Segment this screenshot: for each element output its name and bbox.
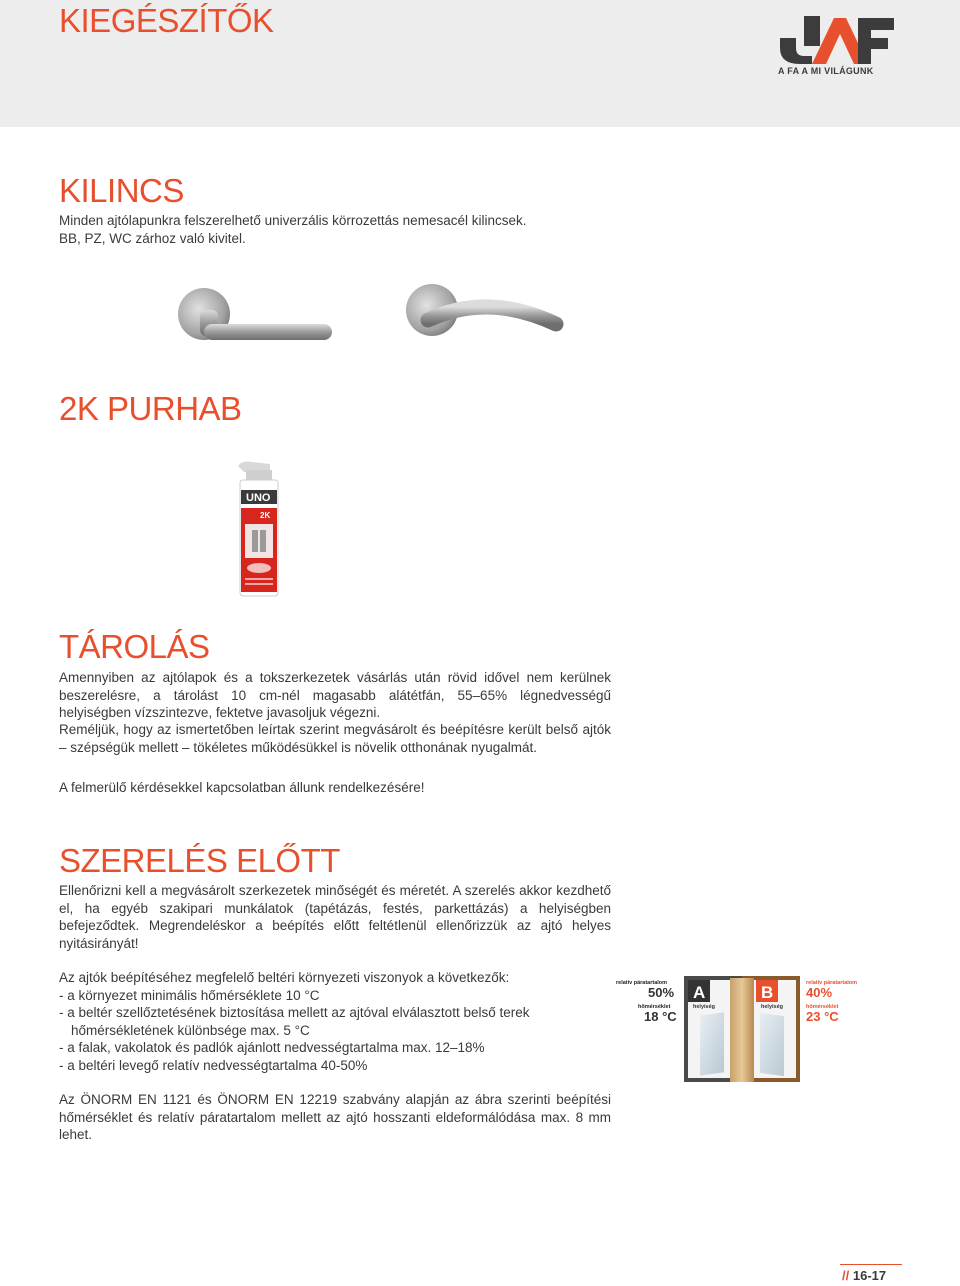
list-item: - a beltér szellőztetésének biztosítása mellett az ajtóval elválasztott belső terek [59, 1005, 530, 1020]
tarolas-paragraph-2: Reméljük, hogy az ismertetőben leírtak szerint megvásárolt és beépítésre került belső ajtók – szépségük mellett – tökéletes működésükkel is növelik otthonának nyugalmát. [59, 722, 611, 755]
tarolas-paragraph-1: Amennyiben az ajtólapok és a tokszerkezetek vásárlás után rövid idővel nem kerülnek beszerelésre, a tárolást 10 cm-nél magasabb alátétfán, 55–65% légnedvességű helyiségben vízszintezve, fektetve javasoljuk végezni. [59, 670, 611, 720]
tarolas-paragraph-3: A felmerülő kérdésekkel kapcsolatban állunk rendelkezésére! [59, 780, 425, 795]
requirements-block [59, 969, 611, 1074]
right-humidity-value: 40% [806, 985, 833, 1000]
section-heading-purhab: 2K PURHAB [59, 390, 242, 427]
can-brand-text: UNO [246, 492, 271, 504]
section-heading-kilincs: KILINCS [59, 172, 184, 209]
section-heading-tarolas: TÁROLÁS [59, 628, 210, 665]
logo-tagline: A FA A MI VILÁGUNK [778, 66, 874, 76]
left-temp-label: hőmérséklet [638, 1004, 671, 1010]
foam-can-image [230, 460, 286, 600]
szereles-paragraph-final: Az ÖNORM EN 1121 és ÖNORM EN 12219 szabvány alapján az ábra szerinti beépítési hőmérséklet és relatív páratartalom mellett az ajtó hosszanti eldeformálódása max. 8 mm lehet. [59, 1092, 611, 1142]
szereles-paragraph-1: Ellenőrizni kell a megvásárolt szerkezetek minőségét és méretét. A szerelés akkor kezdhető el, ha egyéb szakipari munkálatok (tapétázás, festés, parkettázás) a helyiségben befejeződtek. Megrendeléskor a beépítés előtt feltétlenül ellenőrizzük az ajtó helyes nyitásirányát! [59, 883, 611, 951]
left-humidity-label: relatív páratartalom [616, 980, 668, 986]
door-handle-straight-image [170, 284, 340, 354]
door-handle-curved-image [398, 280, 568, 350]
section-heading-szereles: SZERELÉS ELŐTT [59, 842, 340, 879]
page-number [842, 1268, 886, 1283]
list-item: - a falak, vakolatok és padlók ajánlott nedvességtartalma max. 12–18% [59, 1040, 485, 1055]
room-a-letter: A [693, 983, 706, 1002]
kilincs-line-2: BB, PZ, WC zárhoz való kivitel. [59, 230, 246, 246]
list-item: hőmérsékletének különbsége max. 5 °C [71, 1022, 310, 1038]
room-b-letter: B [761, 983, 774, 1002]
left-humidity-value: 50% [648, 985, 675, 1000]
kilincs-description [59, 212, 659, 247]
kilincs-line-1: Minden ajtólapunkra felszerelhető univerzális körrozettás nemesacél kilincsek. [59, 213, 527, 228]
requirements-list [59, 987, 611, 1075]
list-item: - a környezet minimális hőmérséklete 10 °C [59, 987, 320, 1003]
list-item: - a beltéri levegő relatív nedvességtartalma 40-50% [59, 1057, 368, 1073]
page-number-slashes: // [842, 1268, 850, 1283]
right-temp-value: 23 °C [806, 1009, 839, 1024]
left-temp-value: 18 °C [644, 1009, 677, 1024]
right-humidity-label: relatív páratartalom [806, 980, 858, 986]
requirements-intro: Az ajtók beépítéséhez megfelelő beltéri környezeti viszonyok a következők: [59, 970, 510, 985]
page-number-value: 16-17 [852, 1268, 887, 1283]
right-temp-label: hőmérséklet [806, 1004, 839, 1010]
page-title: KIEGÉSZÍTŐK [59, 2, 274, 39]
room-a-label: helyiség [693, 1004, 716, 1010]
climate-conditions-diagram [612, 972, 870, 1086]
room-b-label: helyiség [761, 1004, 784, 1010]
can-label-text: 2K [260, 511, 271, 520]
footer-rule [840, 1264, 902, 1265]
